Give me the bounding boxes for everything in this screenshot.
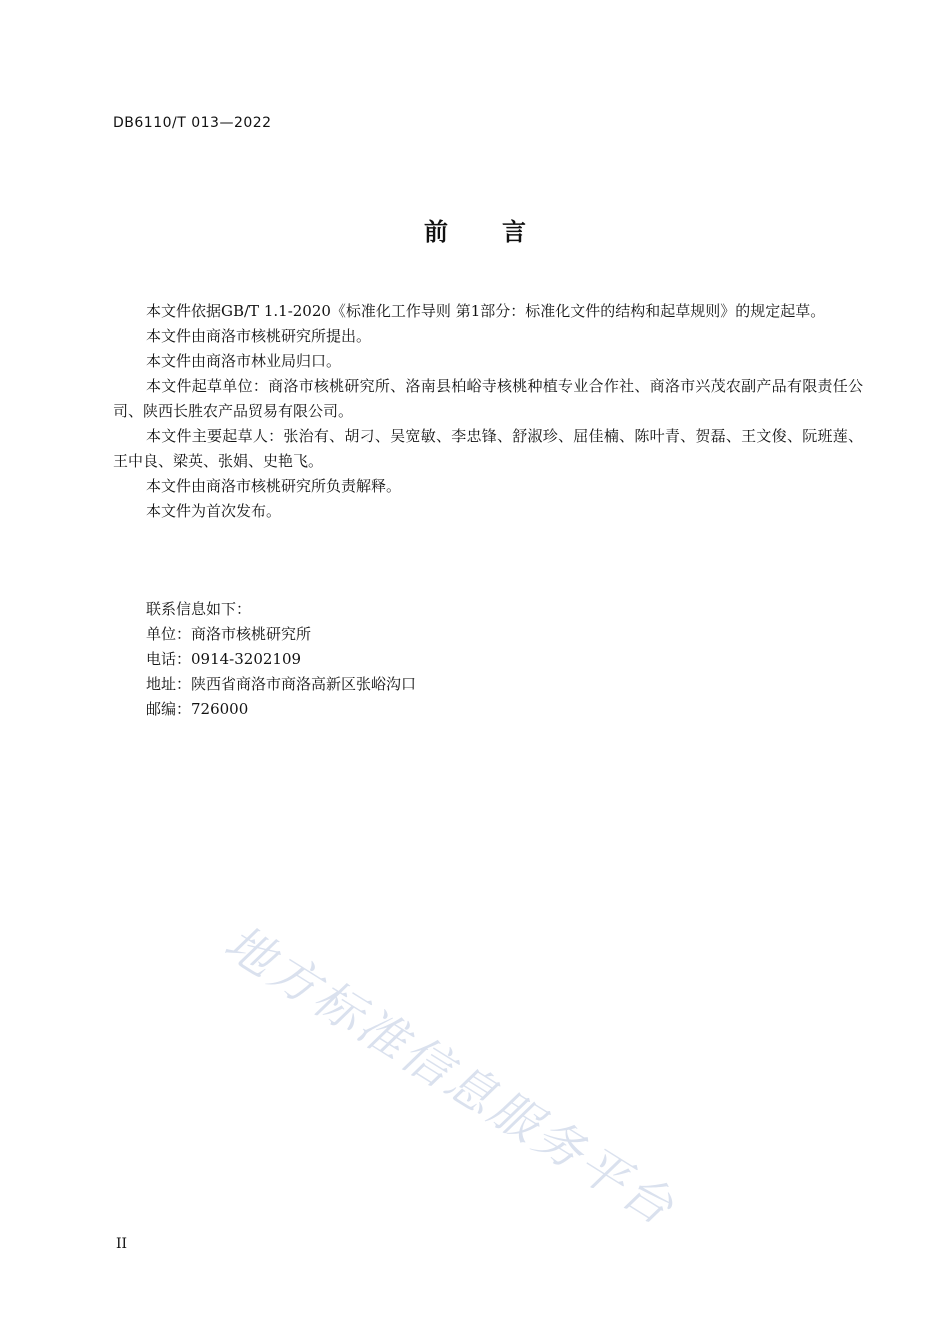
foreword-body [113, 299, 863, 524]
document-code: DB6110/T 013—2022 [113, 115, 272, 131]
paragraph-interpretation: 本文件由商洛市核桃研究所负责解释。 [146, 477, 402, 495]
paragraph-drafting-units: 本文件起草单位：商洛市核桃研究所、洛南县柏峪寺核桃种植专业合作社、商洛市兴茂农副产品有限责任公司、陕西长胜农产品贸易有限公司。 [113, 377, 863, 420]
contact-info [146, 597, 416, 722]
contact-heading: 联系信息如下： [146, 600, 252, 618]
page-title: 前言 [424, 218, 580, 246]
paragraph-proposer: 本文件由商洛市核桃研究所提出。 [146, 327, 372, 345]
contact-address: 地址：陕西省商洛市商洛高新区张峪沟口 [146, 675, 417, 693]
paragraph-drafters: 本文件主要起草人：张治有、胡刁、吴宽敏、李忠锋、舒淑珍、屈佳楠、陈叶青、贺磊、王文俊、阮班莲、王中良、梁英、张娟、史艳飞。 [113, 427, 863, 470]
paragraph-basis: 本文件依据GB/T 1.1-2020《标准化工作导则 第1部分：标准化文件的结构和起草规则》的规定起草。 [146, 302, 826, 320]
page-number: II [116, 1236, 128, 1252]
watermark: 地方标准信息服务平台 [214, 914, 686, 1238]
paragraph-first-release: 本文件为首次发布。 [146, 502, 282, 520]
contact-postcode: 邮编：726000 [146, 700, 249, 718]
contact-phone: 电话：0914-3202109 [146, 650, 302, 668]
paragraph-administrator: 本文件由商洛市林业局归口。 [146, 352, 342, 370]
contact-unit: 单位：商洛市核桃研究所 [146, 625, 312, 643]
